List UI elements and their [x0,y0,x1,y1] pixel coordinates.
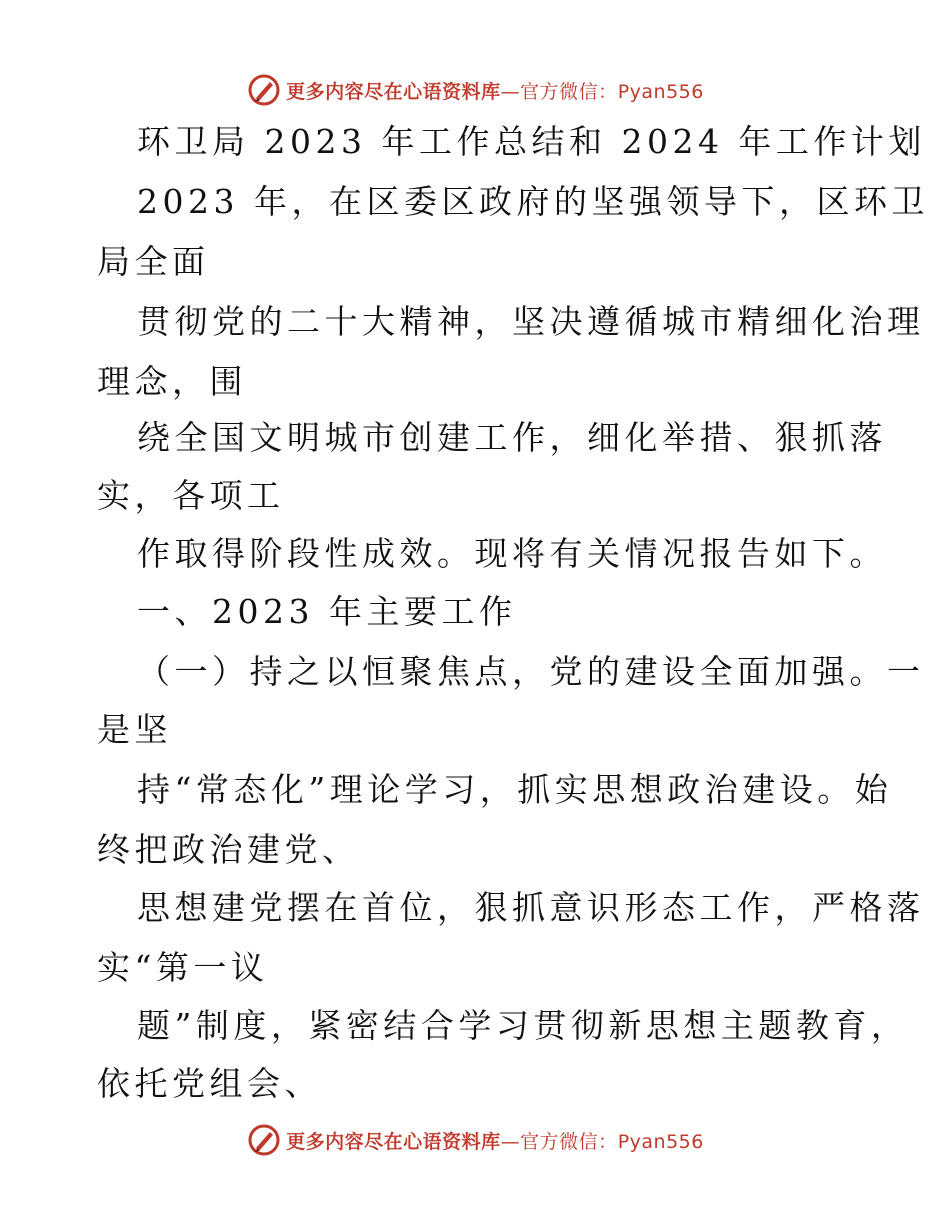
text-line: 实“第一议 [97,948,269,987]
banner-wechat-id: Pyan556 [617,1130,704,1153]
banner-wechat-label: 官方微信： [520,1130,618,1153]
text-line: 是坚 [97,710,172,749]
text-line: 终把政治建党、 [97,830,360,869]
text-line: 局全面 [97,242,210,281]
text-line: 题”制度，紧密结合学习贯彻新思想主题教育， [137,1006,909,1045]
header-banner [0,70,950,110]
text-line: 依托党组会、 [97,1064,322,1103]
banner-wechat-label: 官方微信： [520,80,618,103]
text-line: 2023 年，在区委区政府的坚强领导下，区环卫 [137,182,929,221]
banner-wechat-id: Pyan556 [617,80,704,103]
pen-logo-icon [246,72,282,108]
text-line: 贯彻党的二十大精神，坚决遵循城市精细化治理 [137,302,925,341]
footer-banner [0,1120,950,1160]
banner-main-text: 更多内容尽在心语资料库 [286,1130,501,1153]
text-line: 思想建党摆在首位，狠抓意识形态工作，严格落 [137,888,925,927]
banner-text [286,77,704,104]
document-title: 环卫局 2023 年工作总结和 2024 年工作计划 [137,122,926,161]
text-line: 作取得阶段性成效。现将有关情况报告如下。 [137,534,887,573]
text-line: 实，各项工 [97,476,285,515]
text-line: 绕全国文明城市创建工作，细化举措、狠抓落 [137,418,887,457]
banner-separator: — [500,1130,521,1153]
banner-text [286,1127,704,1154]
text-line: 持“常态化”理论学习，抓实思想政治建设。始 [137,770,893,809]
pen-logo-icon [246,1122,282,1158]
section-heading: 一、2023 年主要工作 [137,592,517,631]
text-line: 理念，围 [97,362,247,401]
banner-separator: — [500,80,521,103]
subsection-heading: （一）持之以恒聚焦点，党的建设全面加强。一 [137,652,925,691]
banner-main-text: 更多内容尽在心语资料库 [286,80,501,103]
